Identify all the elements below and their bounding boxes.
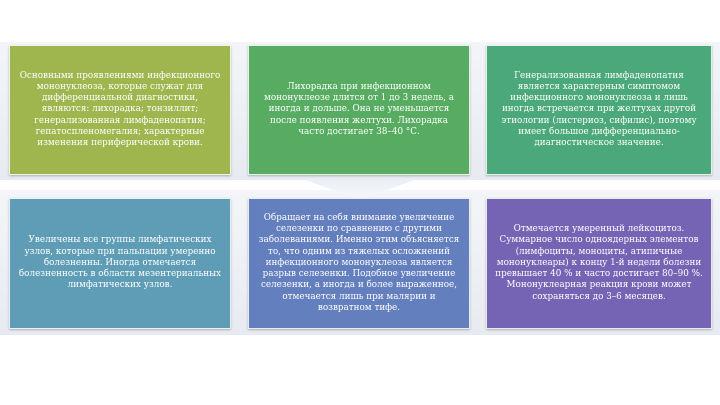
card-text: Обращает на себя внимание увеличение селезенки по сравнению с другими заболеваниями. Именно этим объясняется то, что одним из тяжелых осложнений инфекционного мононуклеоза является разрыв селезенки. Подобное увеличение селезенки, а иногда и более выраженное, отмечается лишь при малярии и возвратном тифе. — [258, 213, 460, 313]
card-text: Отмечается умеренный лейкоцитоз. Суммарное число одноядерных элементов (лимфоциты, моноциты, атипичные мононуклеары) к концу 1-й недели болезни превышает 40 % и часто достигает 80–90 %. Мононуклеарная реакция крови может сохраняться до 3–6 месяцев. — [495, 224, 703, 302]
card-fever — [248, 45, 470, 175]
card-text: Увеличены все группы лимфатических узлов, которые при пальпации умеренно болезненны. Иногда отмечается болезненность в области мезентериальных лимфатических узлов. — [18, 235, 222, 291]
card-text: Генерализованная лимфаденопатия является характерным симптомом инфекционного мононуклеоза и лишь иногда встречается при желтухах другой этиологии (листериоз, сифилис), поэтому имеет большое дифференциально-диагностическое значение. — [501, 70, 697, 148]
card-leukocytosis — [486, 198, 712, 329]
card-lymphadenopathy — [486, 45, 712, 175]
card-lymph-nodes — [9, 198, 231, 329]
card-main-manifestations — [9, 45, 231, 175]
card-spleen — [248, 198, 470, 329]
card-text: Лихорадка при инфекционном мононуклеозе длится от 1 до 3 недель, а иногда и дольше. Она не уменьшается после появления желтухи. Лихорадка часто достигает 38–40 °С. — [264, 81, 454, 137]
card-text: Основными проявлениями инфекционного мононуклеоза, которые служат для дифференциальной диагностики, являются: лихорадка; тонзиллит; генерализованная лимфаденопатия; гепатоспленомегалия; характерные изменения периферической крови. — [19, 70, 221, 148]
